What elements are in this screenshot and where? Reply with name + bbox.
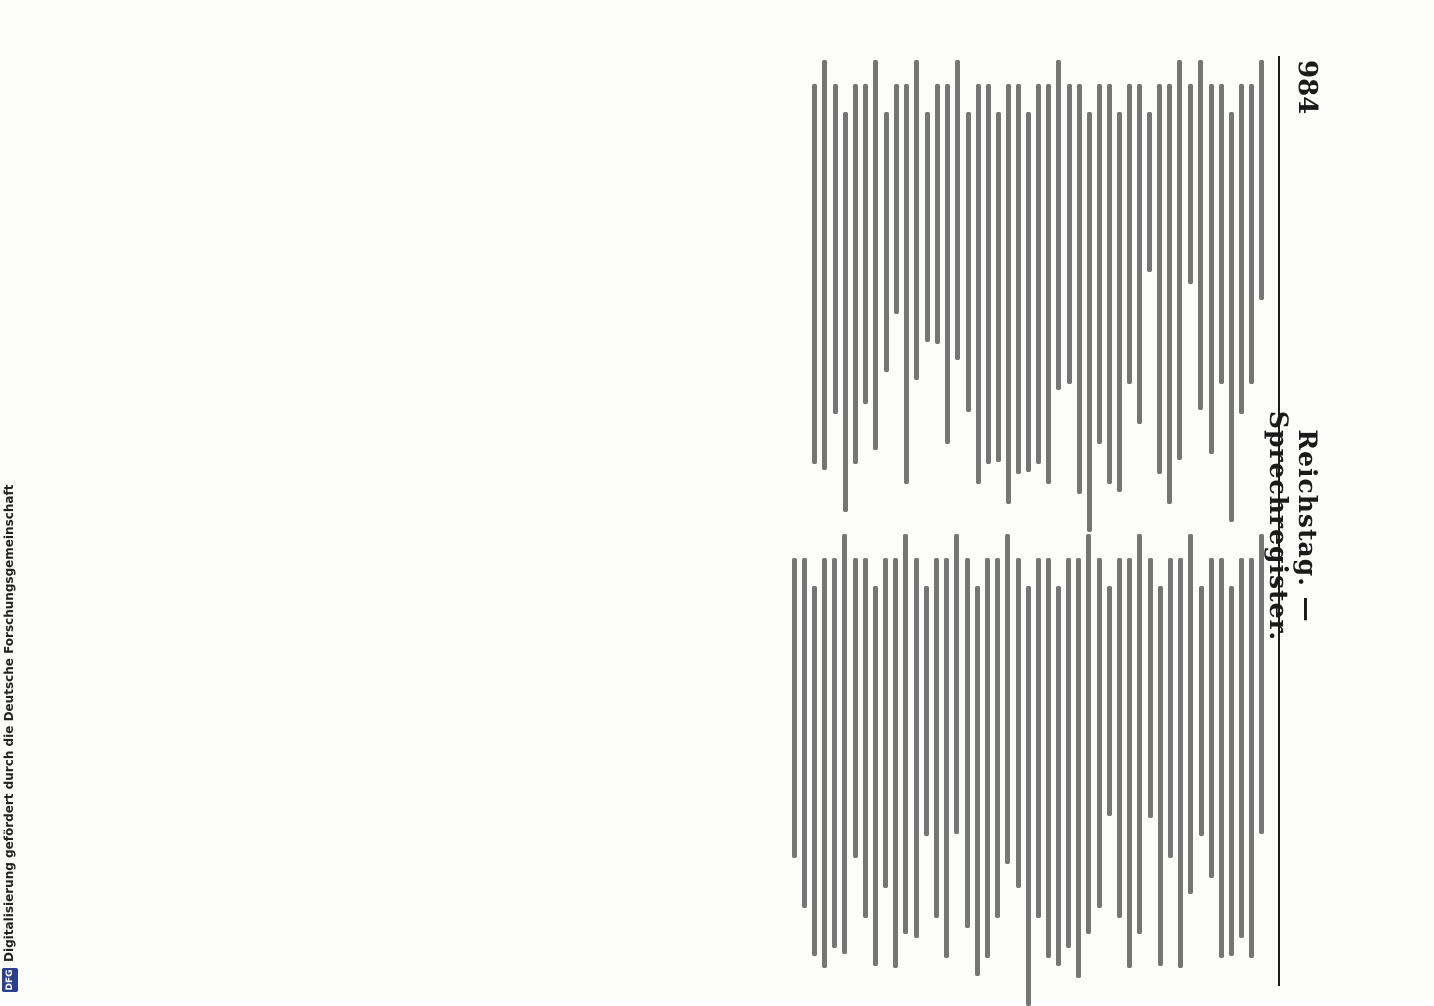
text-line [873,586,878,966]
index-entry [914,534,959,964]
text-line [1229,112,1234,522]
text-line [1198,60,1203,410]
text-line [1177,60,1182,460]
text-line [1249,84,1254,384]
text-line [976,84,981,484]
text-line [833,84,838,414]
text-line [1137,534,1142,934]
text-line [1219,84,1224,384]
text-line [1229,586,1234,956]
text-line [1219,558,1224,958]
page-number: 984 [1292,60,1322,115]
text-line [966,112,971,412]
text-line [945,84,950,444]
text-line [894,84,899,314]
text-line [893,558,898,968]
text-line [822,558,827,968]
text-line [934,558,939,918]
index-entry [1148,534,1193,964]
index-entry [812,60,827,490]
text-line [1199,586,1204,836]
index-entry [1188,60,1203,490]
text-line [1168,558,1173,858]
text-line [853,558,858,858]
text-line [1076,558,1081,978]
text-line [944,558,949,958]
text-line [1148,558,1153,818]
text-line [1239,558,1244,938]
text-line [1097,84,1102,444]
text-line [1046,84,1051,484]
text-line [1188,534,1193,894]
text-line [1086,534,1091,934]
index-entry [884,60,919,490]
text-line [955,60,960,360]
text-line [1209,84,1214,454]
text-line [883,558,888,888]
text-line [924,586,929,836]
text-line [996,112,1001,462]
text-line [1036,558,1041,918]
text-line [812,586,817,956]
index-entry [925,60,960,490]
text-line [1026,112,1031,472]
text-line [1026,586,1031,1006]
text-line [1117,558,1122,918]
text-line [812,84,817,464]
text-line [1107,586,1112,816]
text-line [1157,84,1162,474]
text-line [1067,84,1072,384]
text-line [1016,558,1021,888]
text-line [1147,112,1152,272]
index-entry [966,60,1061,490]
text-line [1056,60,1061,390]
text-line [1046,558,1051,958]
text-line [1006,84,1011,504]
index-entry [965,534,1010,964]
index-entry [1199,534,1264,964]
text-line [863,84,868,404]
index-entry [833,60,878,490]
index-entry [792,534,847,964]
text-line [1137,84,1142,424]
index-entry [1097,534,1142,964]
text-line [1178,558,1183,968]
text-line [914,558,919,938]
index-entry [853,534,908,964]
text-line [884,112,889,372]
rotated-index-sheet [34,56,1334,986]
text-line [842,534,847,954]
text-line [1117,112,1122,492]
text-line [954,534,959,834]
text-line [1077,84,1082,494]
text-line [843,112,848,512]
text-line [975,586,980,976]
text-line [1209,558,1214,878]
digitization-footer [0,0,22,994]
text-line [1127,84,1132,384]
text-line [1005,534,1010,864]
text-line [1239,84,1244,414]
text-line [1167,84,1172,504]
funding-note: Digitalisierung gefördert durch die Deutsche Forschungsgemeinschaft [2,484,16,962]
right-text-column [48,534,1268,964]
text-line [792,558,797,858]
text-line [995,558,1000,918]
text-line [1188,84,1193,284]
text-line [1127,558,1132,968]
running-head-title: Reichstag. — Sprechregister. [1264,410,1322,642]
text-line [853,84,858,464]
text-line [925,112,930,342]
text-line [1107,84,1112,484]
index-entry [1209,60,1264,490]
text-line [965,558,970,928]
text-line [1056,586,1061,966]
text-line [935,84,940,344]
index-entry [1067,60,1182,490]
text-line [904,84,909,484]
text-line [903,534,908,934]
text-line [1097,558,1102,908]
text-line [832,558,837,948]
text-line [985,558,990,958]
text-line [986,84,991,464]
text-line [1016,84,1021,474]
dfg-logo: DFG [2,968,18,992]
text-line [1036,84,1041,464]
text-line [1259,60,1264,300]
text-line [822,60,827,470]
text-line [914,60,919,380]
text-line [1066,558,1071,948]
left-text-column [48,60,1268,490]
text-line [1158,586,1163,966]
text-line [873,60,878,450]
running-header [1264,56,1334,986]
text-line [1259,534,1264,834]
text-line [1087,112,1092,532]
text-line [802,558,807,908]
index-entry [1016,534,1091,964]
text-line [1249,558,1254,958]
text-line [863,558,868,918]
